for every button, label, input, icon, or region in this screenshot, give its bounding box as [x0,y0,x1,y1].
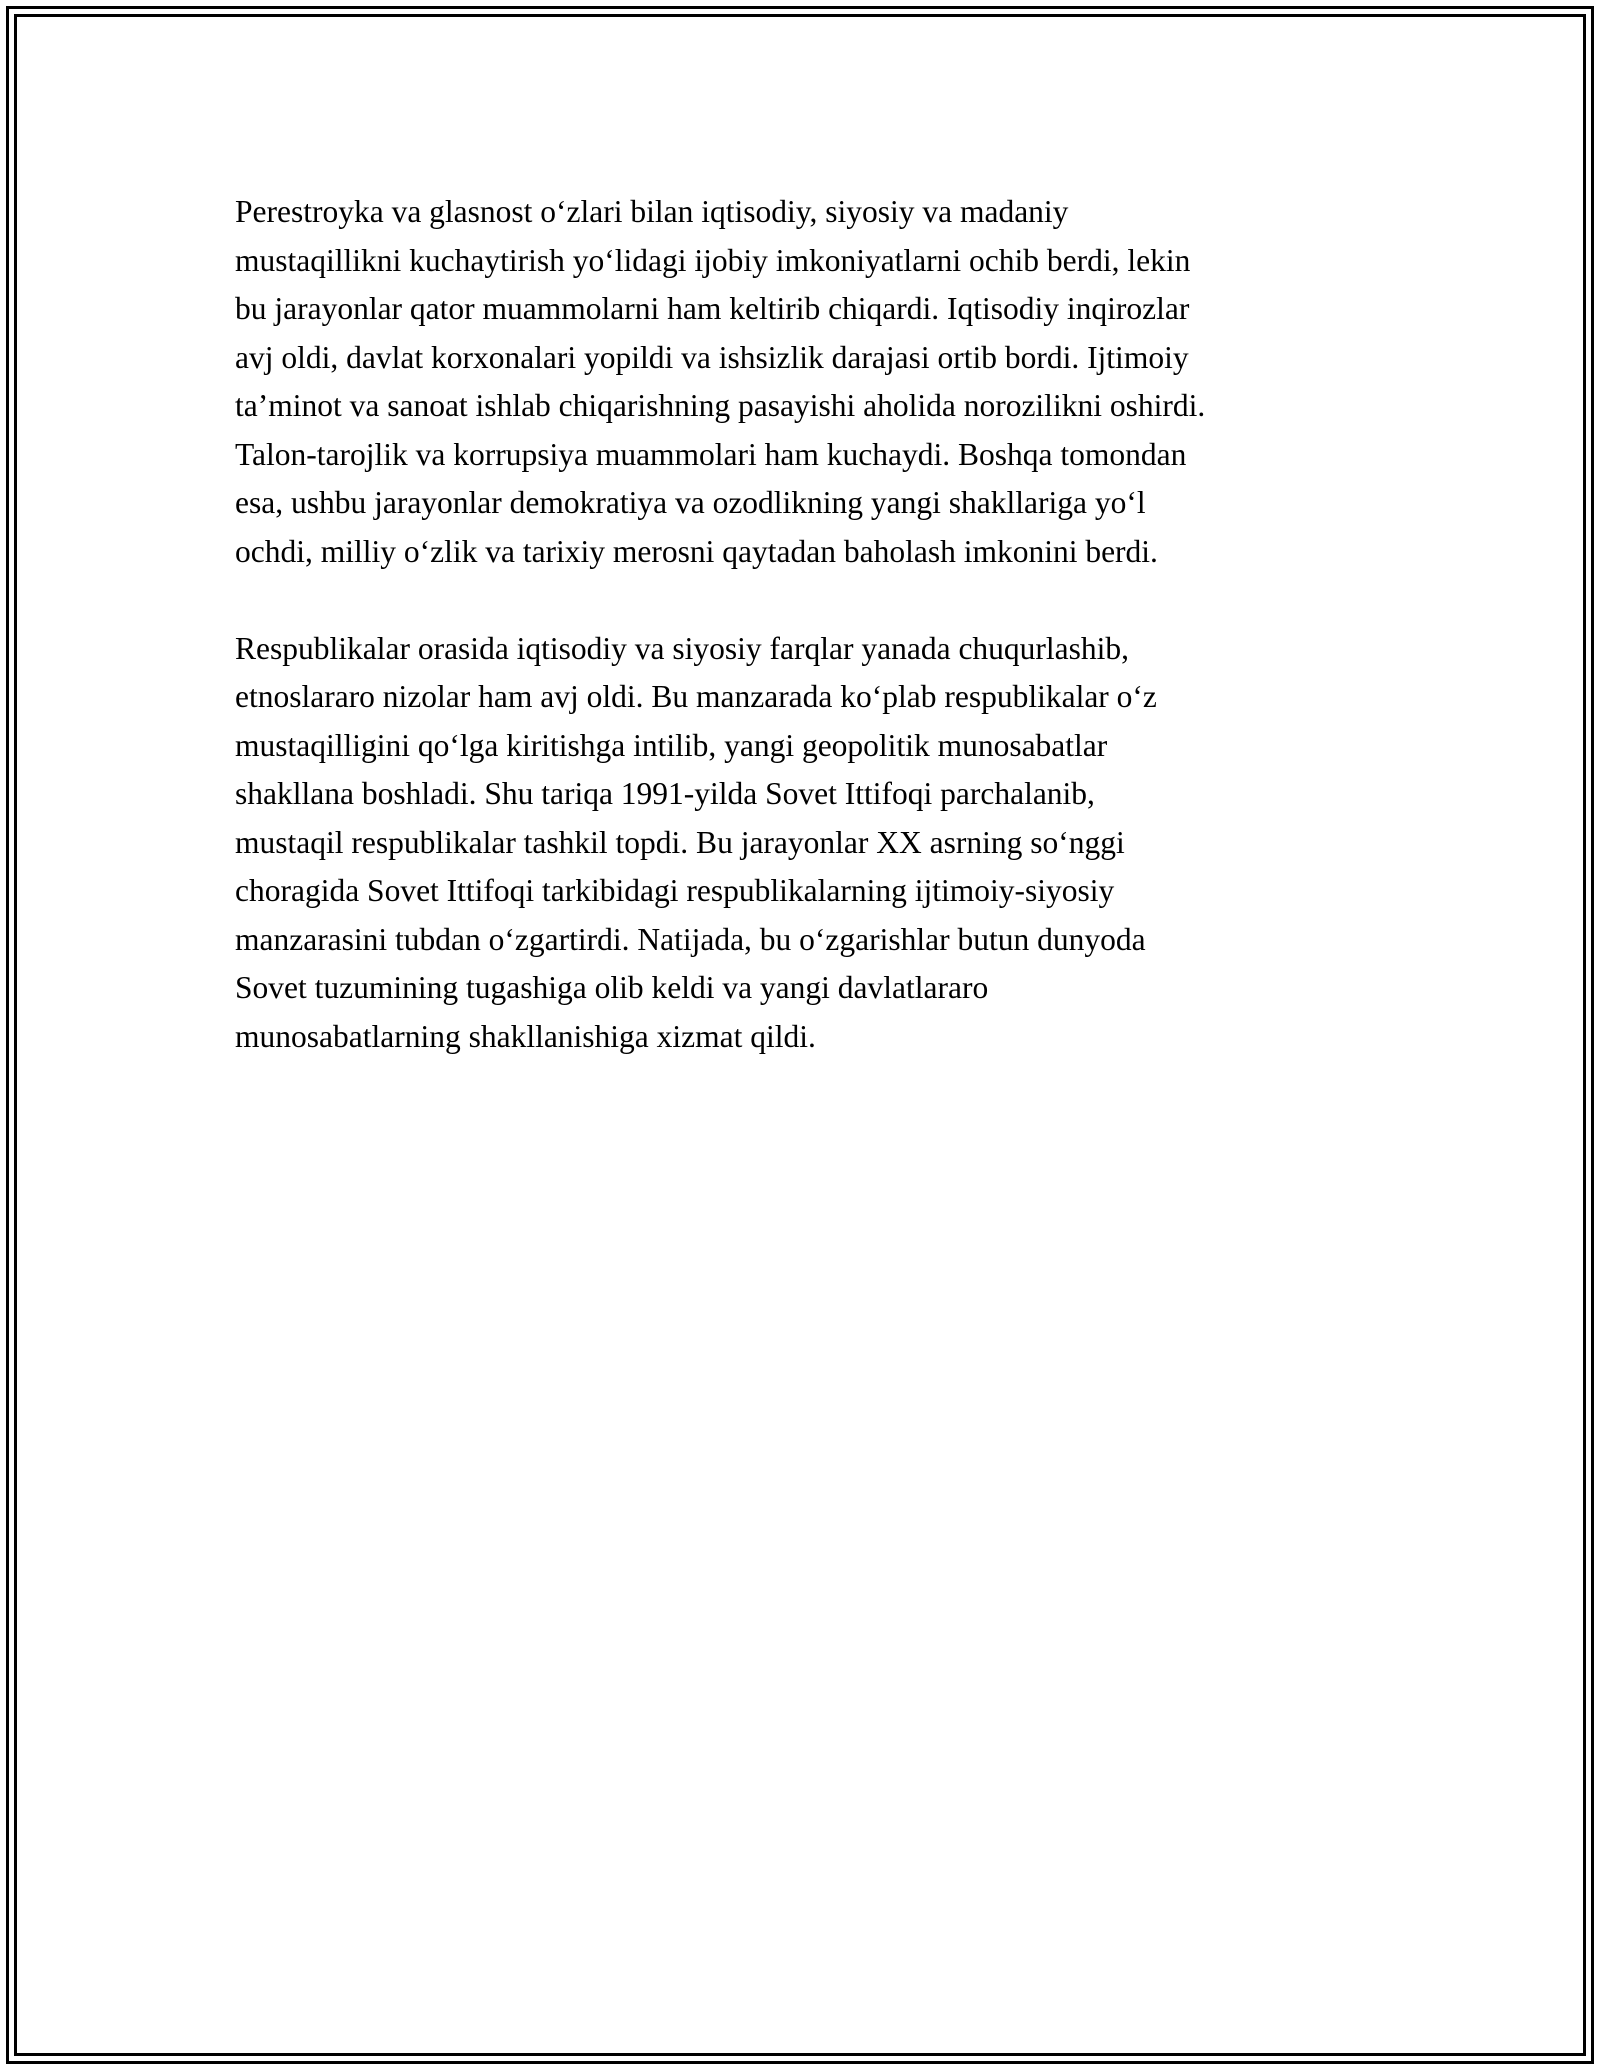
text-line: ochdi, milliy o‘zlik va tarixiy merosni qaytadan baholash imkonini berdi. [235,533,1158,569]
paragraph-1 [235,188,1375,576]
text-line: bu jarayonlar qator muammolarni ham keltirib chiqardi. Iqtisodiy inqirozlar [235,291,1190,326]
paragraph-2 [235,625,1375,1062]
text-line: manzarasini tubdan o‘zgartirdi. Natijada, bu o‘zgarishlar butun dunyoda [235,921,1146,957]
text-line: choragida Sovet Ittifoqi tarkibidagi respublikalarning ijtimoiy-siyosiy [235,873,1115,908]
text-line: Perestroyka va glasnost o‘zlari bilan iqtisodiy, siyosiy va madaniy [235,194,1069,229]
text-line: mustaqillikni kuchaytirish yo‘lidagi ijobiy imkoniyatlarni ochib berdi, lekin [235,242,1191,278]
text-line: munosabatlarning shakllanishiga xizmat qildi. [235,1018,816,1054]
text-line: etnoslararo nizolar ham avj oldi. Bu manzarada ko‘plab respublikalar o‘z [235,679,1157,714]
text-line: esa, ushbu jarayonlar demokratiya va ozodlikning yangi shakllariga yo‘l [235,485,1146,520]
text-line: mustaqilligini qo‘lga kiritishga intilib, yangi geopolitik munosabatlar [235,727,1108,763]
text-line: Talon-tarojlik va korrupsiya muammolari ham kuchaydi. Boshqa tomondan [235,436,1187,472]
text-line: mustaqil respublikalar tashkil topdi. Bu jarayonlar XX asrning so‘nggi [235,824,1125,860]
text-line: Sovet tuzumining tugashiga olib keldi va yangi davlatlararo [235,970,989,1005]
text-line: ta’minot va sanoat ishlab chiqarishning pasayishi aholida norozilikni oshirdi. [235,388,1206,423]
text-line: avj oldi, davlat korxonalari yopildi va ishsizlik darajasi ortib bordi. Ijtimoiy [235,339,1189,375]
text-line: shakllana boshladi. Shu tariqa 1991-yilda Sovet Ittifoqi parchalanib, [235,776,1095,811]
text-line: Respublikalar orasida iqtisodiy va siyosiy farqlar yanada chuqurlashib, [235,630,1130,666]
document-body [235,188,1375,1110]
